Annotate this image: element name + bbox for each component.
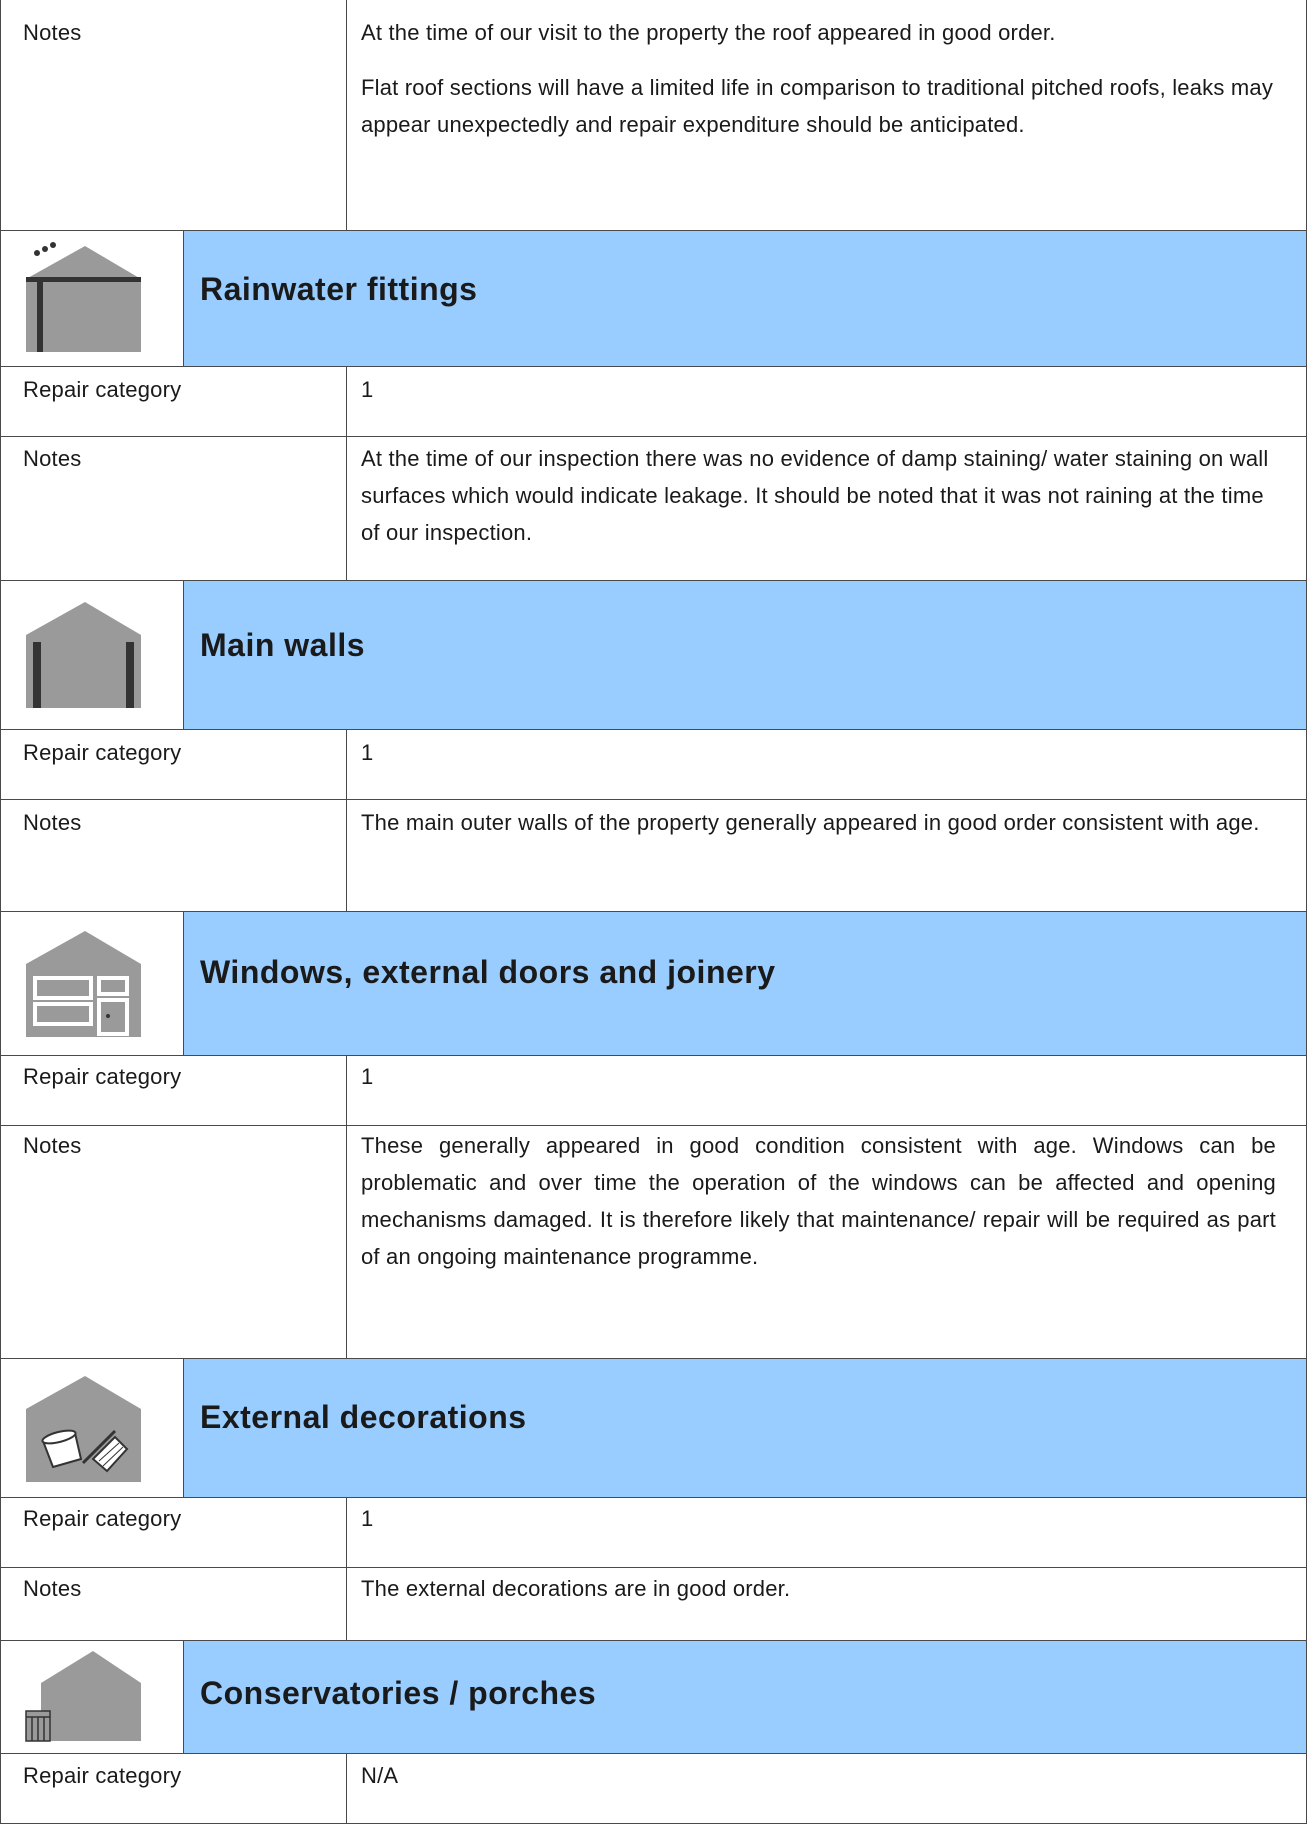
- windows-doors-icon: [23, 926, 143, 1041]
- paint-pot-brush-icon: [23, 1371, 143, 1486]
- rainwater-header: [183, 230, 1307, 367]
- walls-header: [183, 580, 1307, 730]
- rainwater-fittings-icon: [23, 241, 143, 356]
- rainwater-repair-value-cell: [346, 366, 1307, 437]
- repair-category-value: 1: [361, 377, 374, 402]
- conservatories-icon-cell: [0, 1640, 184, 1754]
- section-title: Main walls: [200, 627, 366, 663]
- roof-notes-text: [361, 14, 1276, 143]
- windows-repair-value-cell: [346, 1055, 1307, 1126]
- section-title: Windows, external doors and joinery: [200, 954, 776, 990]
- decorations-repair-value-cell: [346, 1497, 1307, 1568]
- conservatories-repair-value-cell: [346, 1753, 1307, 1824]
- conservatory-porch-icon: [23, 1645, 143, 1745]
- decorations-icon-cell: [0, 1358, 184, 1498]
- roof-notes-paragraph: At the time of our visit to the property the roof appeared in good order.: [361, 20, 1056, 45]
- notes-label: Notes: [23, 1576, 82, 1601]
- decorations-header: [183, 1358, 1307, 1498]
- walls-notes-text: The main outer walls of the property generally appeared in good order consistent with age.: [361, 810, 1260, 835]
- repair-category-label: Repair category: [23, 1763, 182, 1788]
- walls-icon-cell: [0, 580, 184, 730]
- section-title: Conservatories / porches: [200, 1675, 597, 1711]
- repair-category-value: 1: [361, 740, 374, 765]
- repair-category-value: 1: [361, 1506, 374, 1531]
- rainwater-notes-text: At the time of our inspection there was no evidence of damp staining/ water staining on wall surfaces which would indicate leakage. It should be noted that it was not raining at the time of our inspection.: [361, 446, 1269, 545]
- rainwater-icon-cell: [0, 230, 184, 367]
- walls-repair-value-cell: [346, 729, 1307, 800]
- section-title: Rainwater fittings: [200, 271, 478, 307]
- roof-notes-paragraph: Flat roof sections will have a limited life in comparison to traditional pitched roofs, leaks may appear unexpectedly and repair expenditure should be anticipated.: [361, 75, 1274, 137]
- repair-category-label: Repair category: [23, 1064, 182, 1089]
- windows-header: [183, 911, 1307, 1056]
- decorations-notes-text: The external decorations are in good order.: [361, 1576, 791, 1601]
- roof-notes-label: Notes: [23, 20, 82, 45]
- notes-label: Notes: [23, 1133, 82, 1158]
- repair-category-value: N/A: [361, 1763, 399, 1788]
- windows-icon-cell: [0, 911, 184, 1056]
- main-walls-icon: [23, 597, 143, 712]
- repair-category-value: 1: [361, 1064, 374, 1089]
- windows-notes-text: These generally appeared in good condition consistent with age. Windows can be problematic and over time the operation of the windows can be affected and opening mechanisms damaged. It is therefore likely that maintenance/ repair will be required as part of an ongoing maintenance programme.: [361, 1133, 1276, 1269]
- repair-category-label: Repair category: [23, 377, 182, 402]
- repair-category-label: Repair category: [23, 1506, 182, 1531]
- section-title: External decorations: [200, 1399, 527, 1435]
- notes-label: Notes: [23, 810, 82, 835]
- repair-category-label: Repair category: [23, 740, 182, 765]
- conservatories-header: [183, 1640, 1307, 1754]
- notes-label: Notes: [23, 446, 82, 471]
